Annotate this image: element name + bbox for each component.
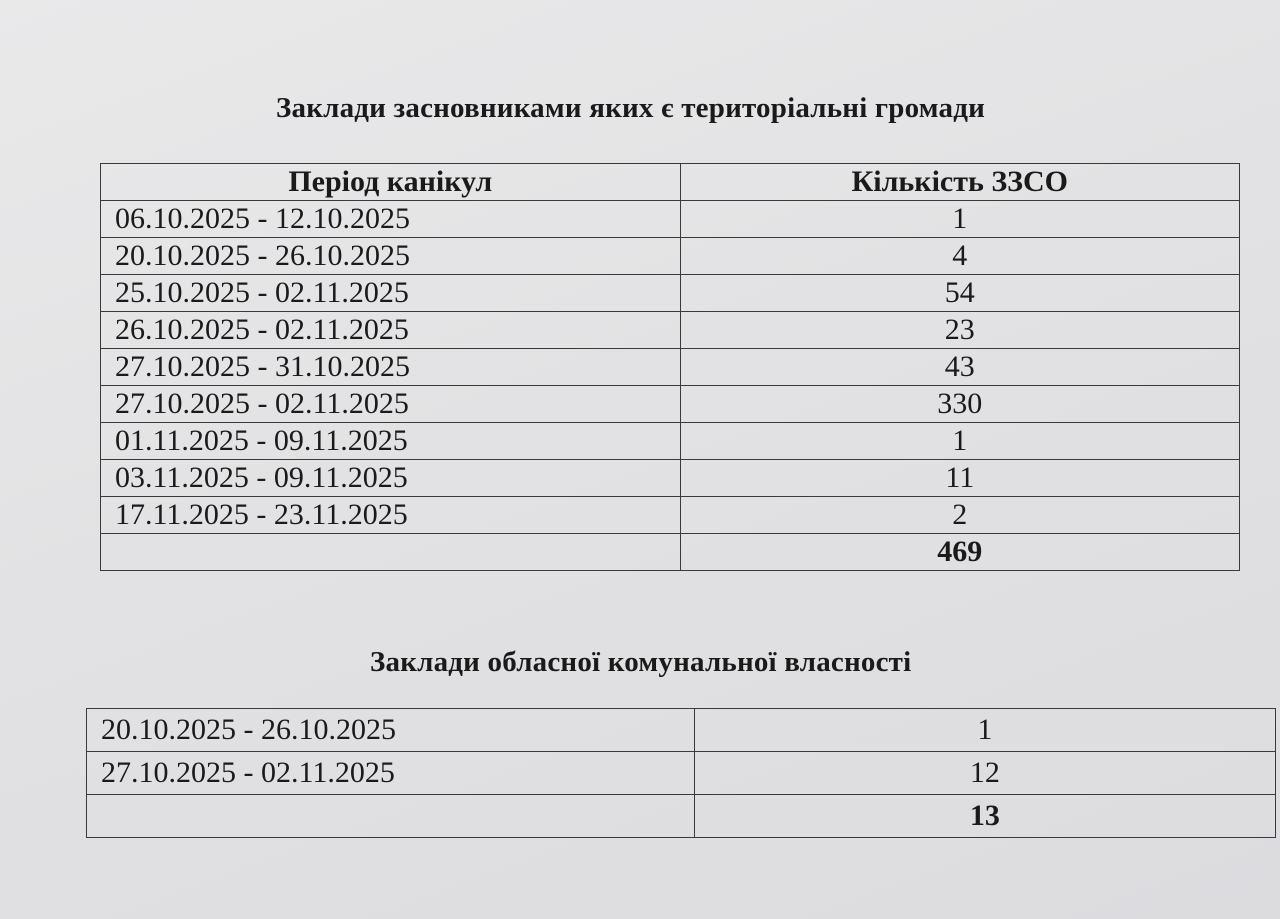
table-row [101, 349, 1240, 386]
table-row [101, 423, 1240, 460]
count-cell: 43 [680, 349, 1239, 386]
total-label-cell [101, 534, 681, 571]
section2-title: Заклади обласної комунальної власності [370, 646, 912, 678]
header-period: Період канікул [101, 164, 681, 201]
total-row [87, 795, 1276, 838]
table-row [101, 275, 1240, 312]
period-cell: 01.11.2025 - 09.11.2025 [101, 423, 681, 460]
count-cell: 2 [680, 497, 1239, 534]
section1-title: Заклади засновниками яких є територіальні громади [276, 92, 985, 124]
regional-property-table [86, 708, 1276, 838]
table-row [101, 201, 1240, 238]
total-label-cell [87, 795, 695, 838]
table-row [87, 752, 1276, 795]
count-cell: 54 [680, 275, 1239, 312]
count-cell: 1 [694, 709, 1275, 752]
table-row [101, 460, 1240, 497]
table-header-row [101, 164, 1240, 201]
total-row [101, 534, 1240, 571]
count-cell: 1 [680, 423, 1239, 460]
period-cell: 17.11.2025 - 23.11.2025 [101, 497, 681, 534]
table-row [87, 709, 1276, 752]
table-row [101, 386, 1240, 423]
table-row [101, 238, 1240, 275]
table-row [101, 497, 1240, 534]
count-cell: 12 [694, 752, 1275, 795]
count-cell: 23 [680, 312, 1239, 349]
period-cell: 25.10.2025 - 02.11.2025 [101, 275, 681, 312]
count-cell: 330 [680, 386, 1239, 423]
total-count-cell: 13 [694, 795, 1275, 838]
period-cell: 03.11.2025 - 09.11.2025 [101, 460, 681, 497]
table-row [101, 312, 1240, 349]
count-cell: 4 [680, 238, 1239, 275]
period-cell: 27.10.2025 - 02.11.2025 [101, 386, 681, 423]
header-count: Кількість ЗЗСО [680, 164, 1239, 201]
period-cell: 26.10.2025 - 02.11.2025 [101, 312, 681, 349]
territorial-communities-table [100, 163, 1240, 571]
period-cell: 20.10.2025 - 26.10.2025 [87, 709, 695, 752]
period-cell: 27.10.2025 - 02.11.2025 [87, 752, 695, 795]
total-count-cell: 469 [680, 534, 1239, 571]
count-cell: 11 [680, 460, 1239, 497]
period-cell: 06.10.2025 - 12.10.2025 [101, 201, 681, 238]
count-cell: 1 [680, 201, 1239, 238]
period-cell: 27.10.2025 - 31.10.2025 [101, 349, 681, 386]
period-cell: 20.10.2025 - 26.10.2025 [101, 238, 681, 275]
